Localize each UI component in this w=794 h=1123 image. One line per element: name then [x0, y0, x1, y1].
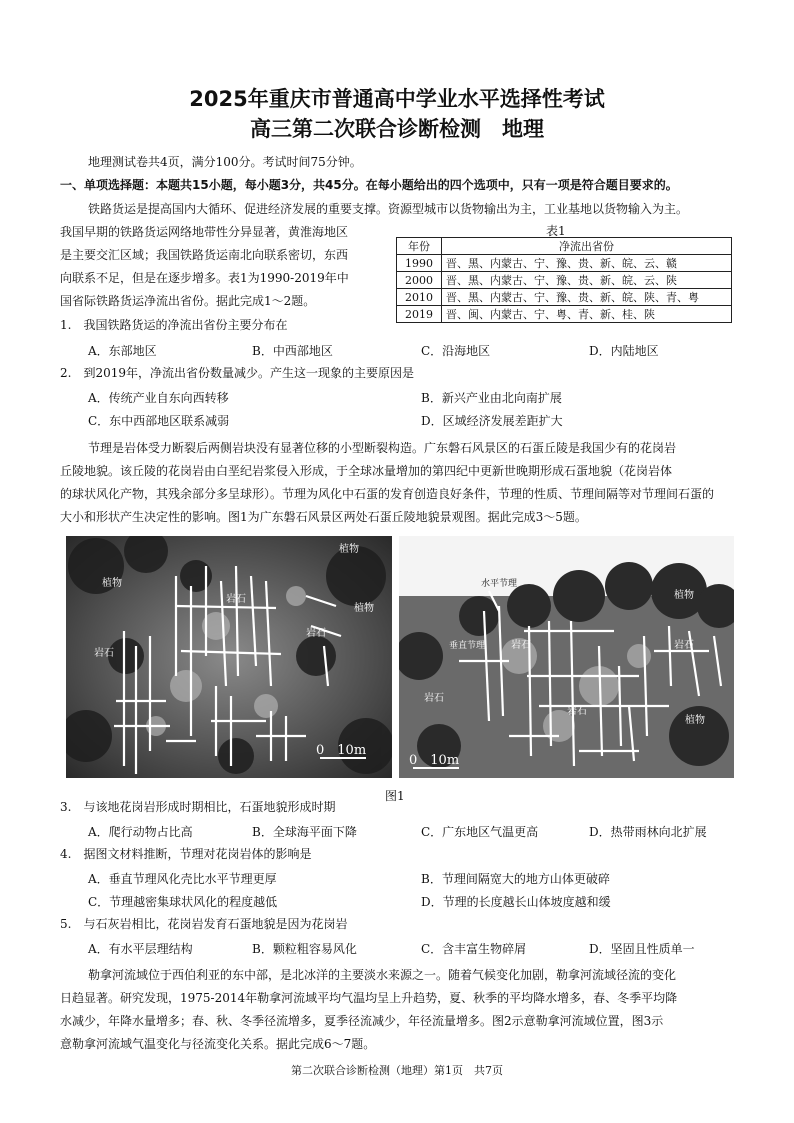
left-label-plant-2: 植物	[339, 544, 359, 555]
right-label-rock-1: 岩石	[511, 640, 531, 651]
table-cell-provinces: 晋、黑、内蒙古、宁、豫、贵、新、皖、云、赣	[442, 255, 732, 272]
passage2-line: 大小和形状产生决定性的影响。图1为广东磐石风景区两处石蛋丘陵地貌景观图。据此完成3～5题。	[60, 510, 587, 524]
q5-option-c[interactable]: C．含丰富生物碎屑	[421, 942, 527, 956]
q5-option-a[interactable]: A．有水平层理结构	[88, 942, 193, 956]
table-row	[397, 306, 732, 323]
right-label-plant-1: 植物	[674, 590, 694, 601]
left-label-rock-2: 岩石	[306, 628, 326, 639]
right-label-rock-2: 岩石	[674, 640, 694, 651]
question-1-stem: 1. 我国铁路货运的净流出省份主要分布在	[60, 318, 288, 332]
q3-option-c[interactable]: C．广东地区气温更高	[421, 825, 539, 839]
question-4-stem: 4. 据图文材料推断，节理对花岗岩体的影响是	[60, 847, 312, 861]
table-cell-provinces: 晋、闽、内蒙古、宁、粤、青、新、桂、陕	[442, 306, 732, 323]
q4-option-b[interactable]: B．节理间隔宽大的地方山体更破碎	[421, 872, 610, 886]
table-cell-year: 2019	[397, 306, 442, 323]
question-2-stem: 2. 到2019年，净流出省份数量减少。产生这一现象的主要原因是	[60, 366, 414, 380]
right-label-horizontal-joint: 水平节理	[481, 579, 518, 589]
q2-option-a[interactable]: A．传统产业自东向西转移	[88, 391, 229, 405]
table-row	[397, 255, 732, 272]
left-label-rock-3: 岩石	[94, 648, 114, 659]
section-heading: 一、单项选择题：本题共15小题，每小题3分，共45分。在每小题给出的四个选项中，只有一项是符合题目要求的。	[60, 178, 678, 192]
passage1-line: 我国早期的铁路货运网络地带性分异显著，黄淮海地区	[60, 225, 349, 239]
exam-intro: 地理测试卷共4页，满分100分。考试时间75分钟。	[88, 155, 362, 169]
table-header-year: 年份	[397, 238, 442, 255]
figure1-right-svg	[399, 536, 734, 778]
table-cell-provinces: 晋、黑、内蒙古、宁、豫、贵、新、皖、云、陕	[442, 272, 732, 289]
table-header-provinces: 净流出省份	[442, 238, 732, 255]
table-row	[397, 289, 732, 306]
figure1-left-photo	[66, 536, 392, 778]
figure1-left-svg	[66, 536, 392, 778]
exam-title: 2025年重庆市普通高中学业水平选择性考试	[189, 87, 605, 111]
passage3-line: 意勒拿河流域气温变化与径流变化关系。据此完成6～7题。	[60, 1037, 376, 1051]
q3-option-d[interactable]: D．热带雨林向北扩展	[589, 825, 707, 839]
passage1-line: 是主要交汇区域；我国铁路货运南北向联系密切，东西	[60, 248, 349, 262]
figure1-caption: 图1	[385, 789, 405, 803]
table1-caption: 表1	[546, 224, 566, 238]
table-cell-year: 2010	[397, 289, 442, 306]
figure1-right-photo	[399, 536, 734, 778]
q4-option-a[interactable]: A．垂直节理风化壳比水平节理更厚	[88, 872, 277, 886]
passage3-line: 水减少，年降水量增多；春、秋、冬季径流增多，夏季径流减少，年径流量增多。图2示意勒拿河流域位置，图3示	[60, 1014, 664, 1028]
passage3-line: 勒拿河流域位于西伯利亚的东中部，是北冰洋的主要淡水来源之一。随着气候变化加剧，勒拿河流域径流的变化	[88, 968, 677, 982]
left-label-plant-3: 植物	[354, 603, 374, 614]
table1	[396, 237, 732, 323]
q2-option-d[interactable]: D．区域经济发展差距扩大	[421, 414, 563, 428]
left-label-plant-1: 植物	[102, 578, 122, 589]
left-label-rock-1: 岩石	[226, 594, 246, 605]
q1-option-d[interactable]: D．内陆地区	[589, 344, 659, 358]
question-5-stem: 5. 与石灰岩相比，花岗岩发育石蛋地貌是因为花岗岩	[60, 917, 348, 931]
q2-option-c[interactable]: C．东中西部地区联系减弱	[88, 414, 230, 428]
right-label-vertical-joint: 垂直节理	[449, 641, 486, 651]
right-label-plant-2: 植物	[685, 715, 705, 726]
q1-option-b[interactable]: B．中西部地区	[252, 344, 333, 358]
q3-option-b[interactable]: B．全球海平面下降	[252, 825, 357, 839]
question-3-stem: 3. 与该地花岗岩形成时期相比，石蛋地貌形成时期	[60, 800, 336, 814]
table-cell-year: 2000	[397, 272, 442, 289]
table-cell-provinces: 晋、黑、内蒙古、宁、豫、贵、新、皖、陕、青、粤	[442, 289, 732, 306]
table-row	[397, 272, 732, 289]
left-scale-text: 0 10m	[316, 743, 367, 758]
right-label-rock-4: 岩石	[567, 706, 587, 717]
passage2-line: 丘陵地貌。该丘陵的花岗岩由白垩纪岩浆侵入形成，于全球冰量增加的第四纪中更新世晚期形成石蛋地貌（花岗岩体	[60, 464, 673, 478]
passage3-line: 日趋显著。研究发现，1975-2014年勒拿河流域平均气温均呈上升趋势，夏、秋季的平均降水增多，春、冬季平均降	[60, 991, 678, 1005]
page-footer: 第二次联合诊断检测（地理）第1页 共7页	[291, 1064, 503, 1077]
right-scale-text: 0 10m	[409, 753, 460, 768]
exam-subtitle: 高三第二次联合诊断检测 地理	[250, 117, 544, 141]
q3-option-a[interactable]: A．爬行动物占比高	[88, 825, 193, 839]
table-header-row	[397, 238, 732, 255]
passage1-line: 向联系不足，但是在逐步增多。表1为1990-2019年中	[60, 271, 349, 285]
q5-option-d[interactable]: D．坚固且性质单一	[589, 942, 695, 956]
q4-option-d[interactable]: D．节理的长度越长山体坡度越和缓	[421, 895, 611, 909]
passage2-line: 节理是岩体受力断裂后两侧岩块没有显著位移的小型断裂构造。广东磐石风景区的石蛋丘陵是我国少有的花岗岩	[88, 441, 677, 455]
table-cell-year: 1990	[397, 255, 442, 272]
q1-option-c[interactable]: C．沿海地区	[421, 344, 491, 358]
q5-option-b[interactable]: B．颗粒粗容易风化	[252, 942, 357, 956]
passage1-line: 铁路货运是提高国内大循环、促进经济发展的重要支撑。资源型城市以货物输出为主，工业基地以货物输入为主。	[88, 202, 689, 216]
right-label-rock-3: 岩石	[424, 693, 444, 704]
q1-option-a[interactable]: A．东部地区	[88, 344, 157, 358]
q4-option-c[interactable]: C．节理越密集球状风化的程度越低	[88, 895, 278, 909]
q2-option-b[interactable]: B．新兴产业由北向南扩展	[421, 391, 562, 405]
passage1-line: 国省际铁路货运净流出省份。据此完成1～2题。	[60, 294, 316, 308]
passage2-line: 的球状风化产物，其残余部分多呈球形）。节理为风化中石蛋的发育创造良好条件，节理的性质、节理间隔等对节理间石蛋的	[60, 487, 715, 501]
